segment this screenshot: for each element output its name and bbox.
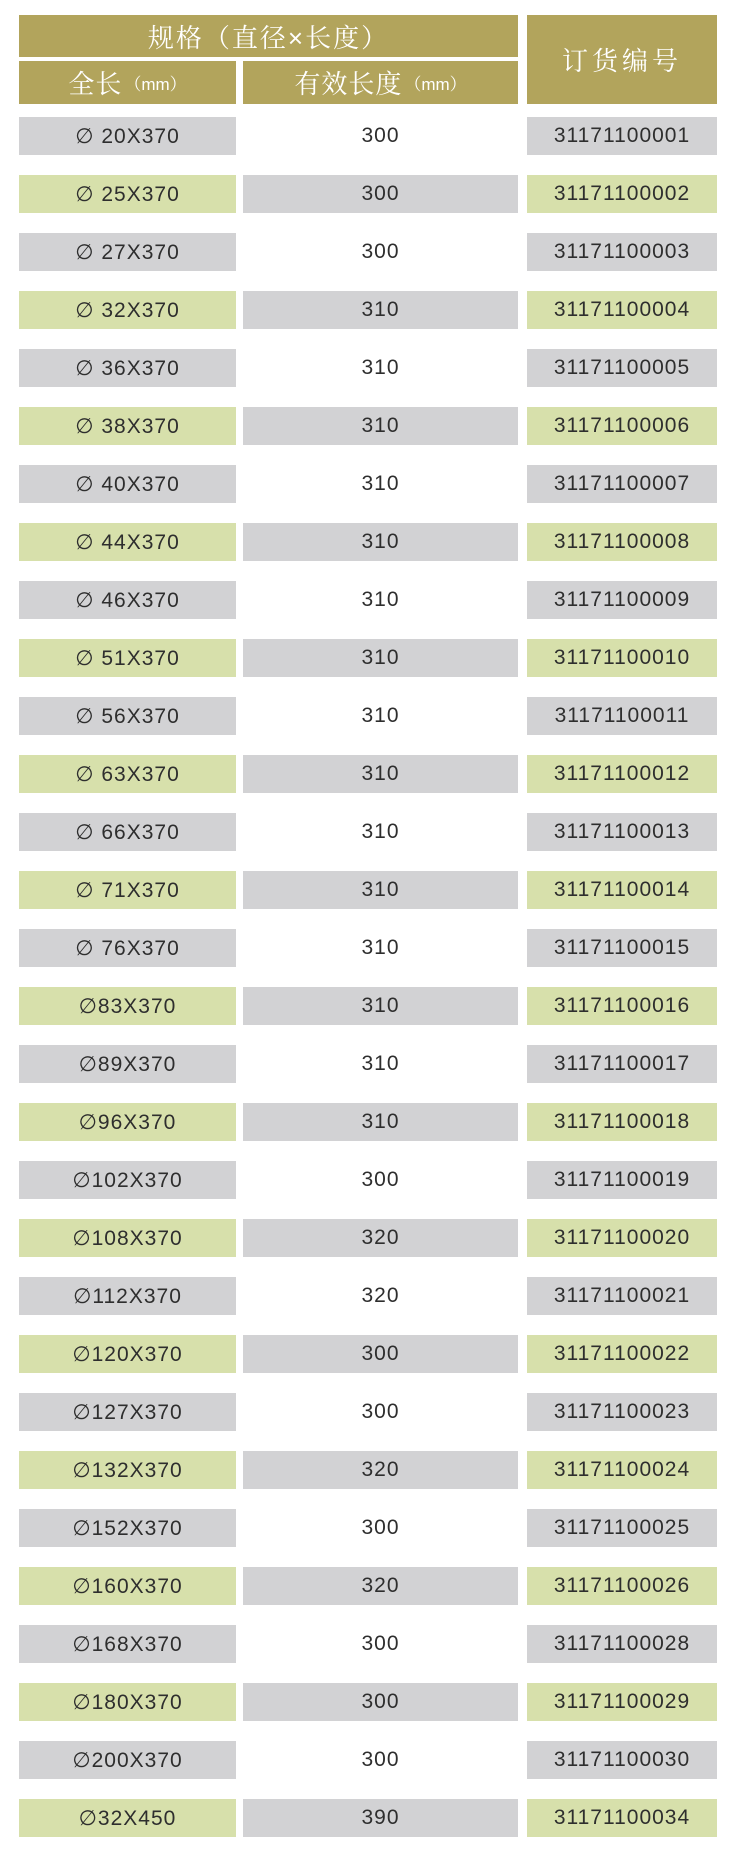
- order-number-cell: 31171100017: [527, 1045, 717, 1083]
- effective-length-cell: 300: [243, 175, 518, 213]
- order-number-cell: 31171100009: [527, 581, 717, 619]
- spec-cell: ∅ 71X370: [19, 871, 236, 909]
- order-number-cell: 31171100030: [527, 1741, 717, 1779]
- spec-cell: ∅112X370: [19, 1277, 236, 1315]
- order-number-cell: 31171100026: [527, 1567, 717, 1605]
- effective-length-cell: 310: [361, 820, 400, 843]
- spec-cell: ∅ 25X370: [19, 175, 236, 213]
- table-row: [19, 813, 717, 851]
- table-row: [19, 1741, 717, 1779]
- effective-length-cell: 310: [361, 472, 400, 495]
- order-number-cell: 31171100001: [527, 117, 717, 155]
- spec-cell: ∅120X370: [19, 1335, 236, 1373]
- table-row: [19, 755, 717, 793]
- table-row: [19, 291, 717, 329]
- full-length-unit-label: （mm）: [124, 75, 187, 94]
- effective-length-cell: 300: [361, 1748, 400, 1771]
- table-row: [19, 1799, 717, 1837]
- spec-cell: ∅152X370: [19, 1509, 236, 1547]
- effective-length-cell: 300: [243, 1683, 518, 1721]
- effective-length-cell: 310: [361, 588, 400, 611]
- spec-cell: ∅108X370: [19, 1219, 236, 1257]
- table-row: [19, 465, 717, 503]
- order-number-cell: 31171100020: [527, 1219, 717, 1257]
- order-number-cell: 31171100003: [527, 233, 717, 271]
- order-number-cell: 31171100024: [527, 1451, 717, 1489]
- table-row: [19, 1683, 717, 1721]
- effective-length-cell: 310: [243, 407, 518, 445]
- spec-cell: ∅ 66X370: [19, 813, 236, 851]
- effective-length-cell: 320: [243, 1451, 518, 1489]
- spec-cell: ∅ 46X370: [19, 581, 236, 619]
- table-row: [19, 233, 717, 271]
- effective-length-cell: 310: [361, 1052, 400, 1075]
- table-row: [19, 1625, 717, 1663]
- effective-length-cell: 320: [243, 1219, 518, 1257]
- effective-length-cell: 300: [361, 240, 400, 263]
- spec-cell: ∅160X370: [19, 1567, 236, 1605]
- table-row: [19, 1451, 717, 1489]
- spec-cell: ∅ 76X370: [19, 929, 236, 967]
- spec-cell: ∅ 40X370: [19, 465, 236, 503]
- effective-length-unit-label: （mm）: [404, 75, 467, 94]
- order-number-cell: 31171100012: [527, 755, 717, 793]
- spec-cell: ∅200X370: [19, 1741, 236, 1779]
- effective-length-cell: 310: [361, 936, 400, 959]
- table-row: [19, 639, 717, 677]
- spec-cell: ∅ 32X370: [19, 291, 236, 329]
- order-number-cell: 31171100018: [527, 1103, 717, 1141]
- order-number-cell: 31171100005: [527, 349, 717, 387]
- effective-length-header-cell: [243, 61, 518, 104]
- effective-length-cell: 300: [361, 1516, 400, 1539]
- spec-cell: ∅168X370: [19, 1625, 236, 1663]
- order-number-cell: 31171100011: [527, 697, 717, 735]
- table-row: [19, 1567, 717, 1605]
- effective-length-cell: 310: [243, 523, 518, 561]
- effective-length-cell: 310: [243, 639, 518, 677]
- table-row: [19, 175, 717, 213]
- table-row: [19, 1277, 717, 1315]
- order-number-cell: 31171100015: [527, 929, 717, 967]
- order-number-cell: 31171100019: [527, 1161, 717, 1199]
- table-header: [19, 15, 717, 104]
- table-row: [19, 871, 717, 909]
- order-number-cell: 31171100006: [527, 407, 717, 445]
- order-number-cell: 31171100034: [527, 1799, 717, 1837]
- effective-length-cell: 390: [243, 1799, 518, 1837]
- table-row: [19, 1219, 717, 1257]
- order-number-cell: 31171100025: [527, 1509, 717, 1547]
- order-number-cell: 31171100021: [527, 1277, 717, 1315]
- order-number-cell: 31171100016: [527, 987, 717, 1025]
- spec-cell: ∅132X370: [19, 1451, 236, 1489]
- effective-length-cell: 320: [361, 1284, 400, 1307]
- table-body: [19, 117, 717, 1837]
- table-row: [19, 1335, 717, 1373]
- spec-group-header-cell: [19, 15, 518, 57]
- order-number-cell: 31171100007: [527, 465, 717, 503]
- effective-length-cell: 300: [361, 1632, 400, 1655]
- table-row: [19, 697, 717, 735]
- spec-cell: ∅32X450: [19, 1799, 236, 1837]
- spec-cell: ∅102X370: [19, 1161, 236, 1199]
- order-number-header-label: 订货编号: [561, 46, 682, 76]
- table-row: [19, 349, 717, 387]
- table-row: [19, 523, 717, 561]
- spec-cell: ∅180X370: [19, 1683, 236, 1721]
- effective-length-cell: 310: [243, 871, 518, 909]
- spec-cell: ∅ 20X370: [19, 117, 236, 155]
- effective-length-cell: 300: [243, 1335, 518, 1373]
- effective-length-cell: 300: [361, 1400, 400, 1423]
- table-row: [19, 117, 717, 155]
- table-row: [19, 929, 717, 967]
- spec-cell: ∅ 27X370: [19, 233, 236, 271]
- order-number-cell: 31171100022: [527, 1335, 717, 1373]
- spec-cell: ∅ 56X370: [19, 697, 236, 735]
- order-number-cell: 31171100013: [527, 813, 717, 851]
- table-row: [19, 581, 717, 619]
- order-number-cell: 31171100029: [527, 1683, 717, 1721]
- spec-cell: ∅ 44X370: [19, 523, 236, 561]
- order-number-header-cell: [527, 15, 717, 104]
- effective-length-cell: 300: [361, 1168, 400, 1191]
- spec-cell: ∅ 36X370: [19, 349, 236, 387]
- table-row: [19, 987, 717, 1025]
- spec-cell: ∅ 51X370: [19, 639, 236, 677]
- table-row: [19, 1509, 717, 1547]
- spec-cell: ∅ 63X370: [19, 755, 236, 793]
- effective-length-cell: 310: [243, 755, 518, 793]
- order-number-cell: 31171100023: [527, 1393, 717, 1431]
- spec-group-header-label: 规格（直径×长度）: [147, 22, 390, 53]
- effective-length-cell: 320: [243, 1567, 518, 1605]
- effective-length-cell: 310: [361, 356, 400, 379]
- order-number-cell: 31171100010: [527, 639, 717, 677]
- table-row: [19, 1393, 717, 1431]
- table-row: [19, 407, 717, 445]
- effective-length-cell: 310: [243, 1103, 518, 1141]
- spec-cell: ∅83X370: [19, 987, 236, 1025]
- table-row: [19, 1161, 717, 1199]
- effective-length-cell: 310: [243, 987, 518, 1025]
- order-number-cell: 31171100002: [527, 175, 717, 213]
- full-length-header-label: 全长: [68, 69, 123, 99]
- spec-cell: ∅89X370: [19, 1045, 236, 1083]
- effective-length-cell: 300: [361, 124, 400, 147]
- table-row: [19, 1045, 717, 1083]
- spec-cell: ∅ 38X370: [19, 407, 236, 445]
- spec-cell: ∅127X370: [19, 1393, 236, 1431]
- effective-length-header-label: 有效长度: [294, 69, 403, 99]
- full-length-header-cell: [19, 61, 236, 104]
- order-number-cell: 31171100028: [527, 1625, 717, 1663]
- effective-length-cell: 310: [361, 704, 400, 727]
- spec-cell: ∅96X370: [19, 1103, 236, 1141]
- effective-length-cell: 310: [243, 291, 518, 329]
- order-number-cell: 31171100014: [527, 871, 717, 909]
- spec-table: [19, 15, 717, 1837]
- order-number-cell: 31171100008: [527, 523, 717, 561]
- table-row: [19, 1103, 717, 1141]
- order-number-cell: 31171100004: [527, 291, 717, 329]
